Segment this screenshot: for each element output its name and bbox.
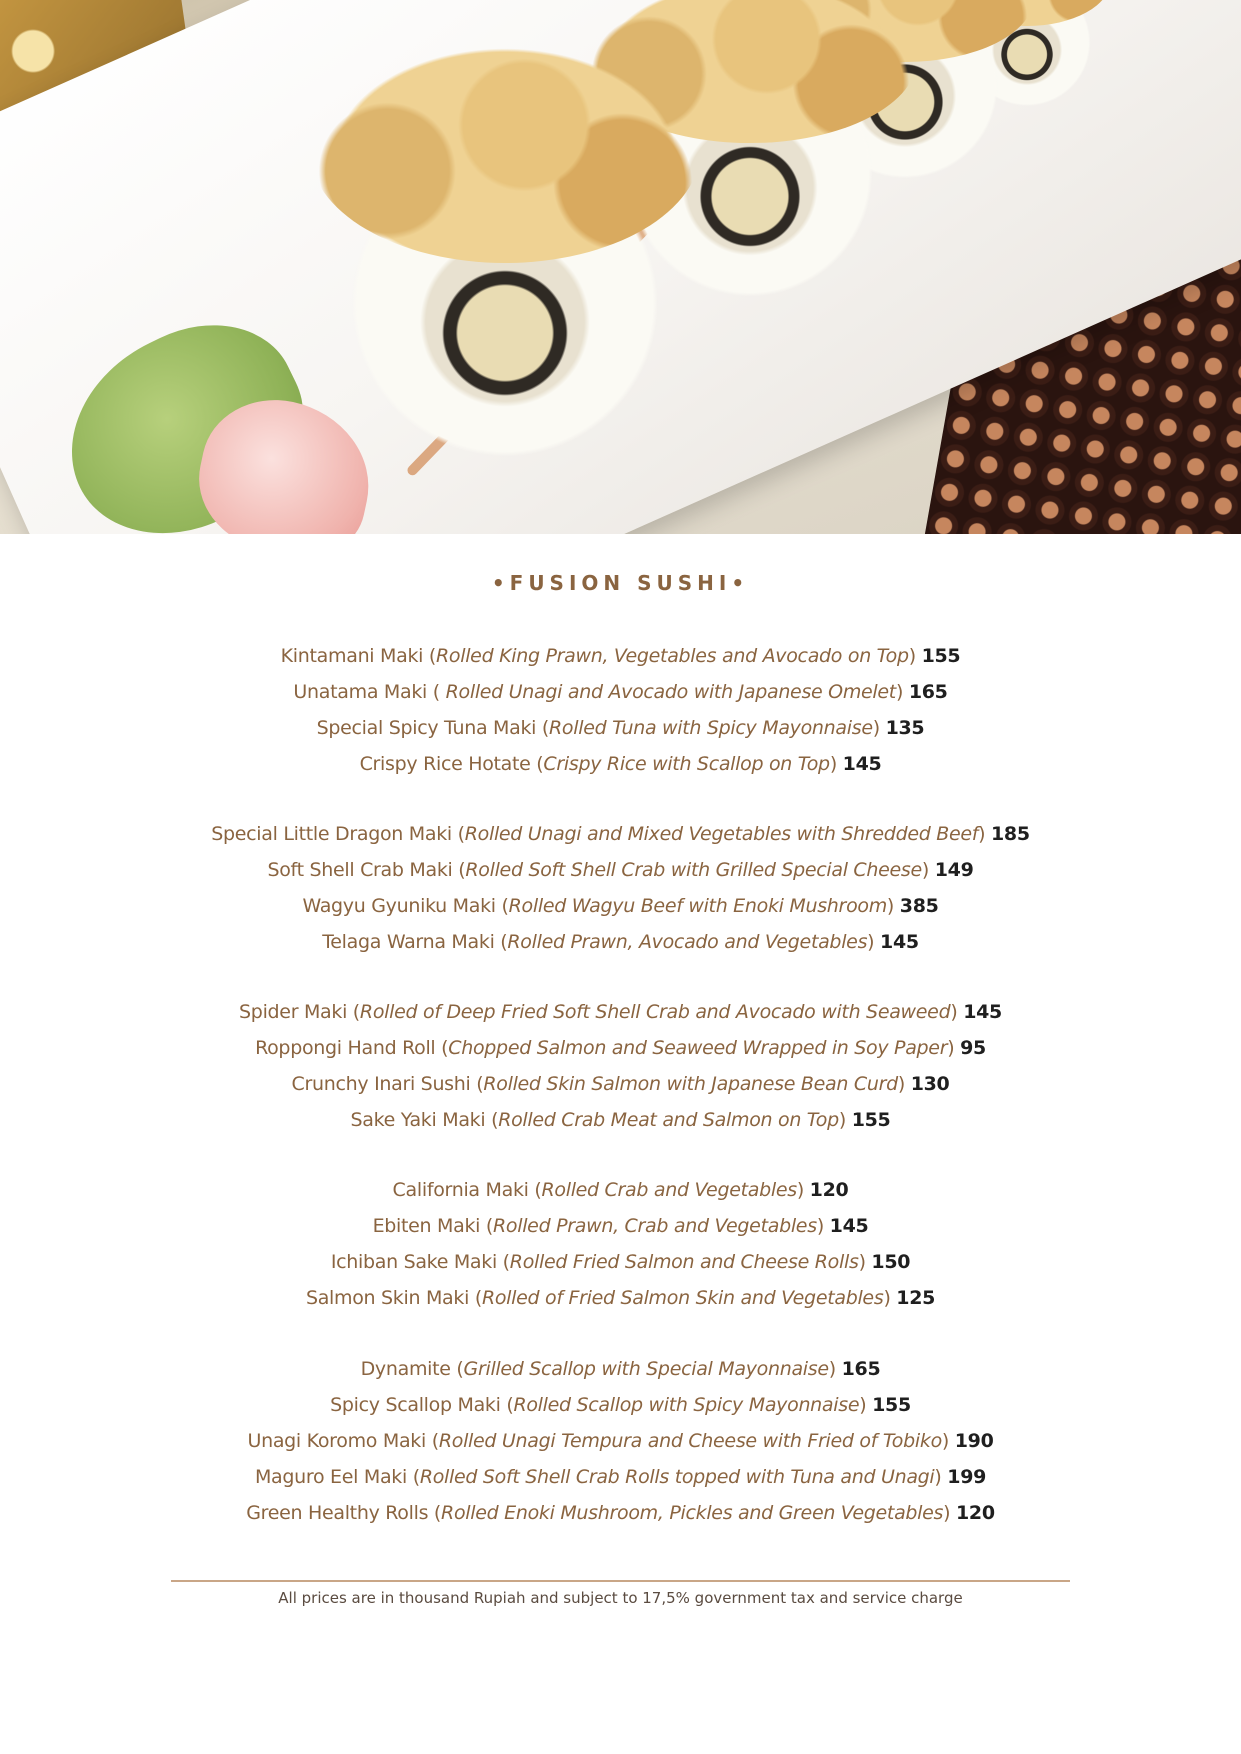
menu-item: Crispy Rice Hotate (Crispy Rice with Scallop on Top) 145 — [359, 753, 882, 775]
item-price: 190 — [954, 1430, 994, 1452]
menu-item: Ebiten Maki (Rolled Prawn, Crab and Vegetables) 145 — [372, 1215, 869, 1237]
item-price: 95 — [960, 1037, 986, 1059]
menu-item: Unagi Koromo Maki (Rolled Unagi Tempura and Cheese with Fried of Tobiko) 190 — [247, 1430, 994, 1452]
price-disclaimer: All prices are in thousand Rupiah and subject to 17,5% government tax and service charge — [278, 1589, 963, 1607]
item-price: 120 — [956, 1502, 995, 1524]
item-price: 135 — [885, 717, 925, 739]
menu-item: Wagyu Gyuniku Maki (Rolled Wagyu Beef with Enoki Mushroom) 385 — [302, 895, 939, 917]
menu-item: Soft Shell Crab Maki (Rolled Soft Shell Crab with Grilled Special Cheese) 149 — [267, 859, 974, 881]
menu-item: Green Healthy Rolls (Rolled Enoki Mushroom, Pickles and Green Vegetables) 120 — [246, 1502, 995, 1524]
menu-group-5 — [0, 1351, 1241, 1531]
item-price: 145 — [963, 1001, 1002, 1023]
menu-group-1 — [0, 638, 1241, 782]
item-price: 199 — [947, 1466, 987, 1488]
item-price: 165 — [908, 681, 948, 703]
crispy-topping — [309, 33, 701, 262]
item-price: 125 — [896, 1287, 936, 1309]
item-price: 130 — [910, 1073, 950, 1095]
menu-item: Spider Maki (Rolled of Deep Fried Soft Shell Crab and Avocado with Seaweed) 145 — [239, 1001, 1002, 1023]
hero-photo-fusion-sushi-rolls — [0, 0, 1241, 534]
menu-item: Ichiban Sake Maki (Rolled Fried Salmon and Cheese Rolls) 150 — [330, 1251, 911, 1273]
menu-item: Sake Yaki Maki (Rolled Crab Meat and Salmon on Top) 155 — [350, 1109, 891, 1131]
item-price: 120 — [809, 1179, 849, 1201]
menu-item: Kintamani Maki (Rolled King Prawn, Vegetables and Avocado on Top) 155 — [280, 645, 961, 667]
item-price: 155 — [921, 645, 961, 667]
item-price: 145 — [829, 1215, 869, 1237]
section-title: •FUSION SUSHI• — [491, 571, 750, 595]
menu-item: Special Spicy Tuna Maki (Rolled Tuna with Spicy Mayonnaise) 135 — [316, 717, 925, 739]
menu-item: Salmon Skin Maki (Rolled of Fried Salmon Skin and Vegetables) 125 — [305, 1287, 936, 1309]
item-price: 149 — [934, 859, 974, 881]
item-price: 155 — [851, 1109, 891, 1131]
menu-item: Telaga Warna Maki (Rolled Prawn, Avocado and Vegetables) 145 — [322, 931, 919, 953]
item-price: 155 — [872, 1394, 911, 1416]
roll-filling — [690, 138, 810, 256]
item-price: 145 — [842, 753, 882, 775]
menu-group-2 — [0, 816, 1241, 960]
item-price: 150 — [871, 1251, 911, 1273]
item-price: 145 — [880, 931, 919, 953]
item-price: 165 — [841, 1358, 881, 1380]
menu-group-3 — [0, 994, 1241, 1138]
item-price: 385 — [899, 895, 939, 917]
sushi-roll — [330, 100, 680, 470]
menu-group-4 — [0, 1172, 1241, 1316]
menu-item: Dynamite (Grilled Scallop with Special Mayonnaise) 165 — [360, 1358, 881, 1380]
menu-item: Unatama Maki ( Rolled Unagi and Avocado with Japanese Omelet) 165 — [293, 681, 948, 703]
menu-item: Special Little Dragon Maki (Rolled Unagi and Mixed Vegetables with Shredded Beef) 185 — [211, 823, 1030, 845]
menu-item: Maguro Eel Maki (Rolled Soft Shell Crab Rolls topped with Tuna and Unagi) 199 — [254, 1466, 987, 1488]
menu-item: Crunchy Inari Sushi (Rolled Skin Salmon with Japanese Bean Curd) 130 — [291, 1073, 950, 1095]
menu-item: Roppongi Hand Roll (Chopped Salmon and Seaweed Wrapped in Soy Paper) 95 — [255, 1037, 986, 1059]
menu-item: California Maki (Rolled Crab and Vegetables) 120 — [392, 1179, 849, 1201]
menu-item: Spicy Scallop Maki (Rolled Scallop with Spicy Mayonnaise) 155 — [330, 1394, 911, 1416]
roll-filling — [435, 255, 575, 410]
item-price: 185 — [990, 823, 1030, 845]
footer-divider — [171, 1580, 1070, 1582]
